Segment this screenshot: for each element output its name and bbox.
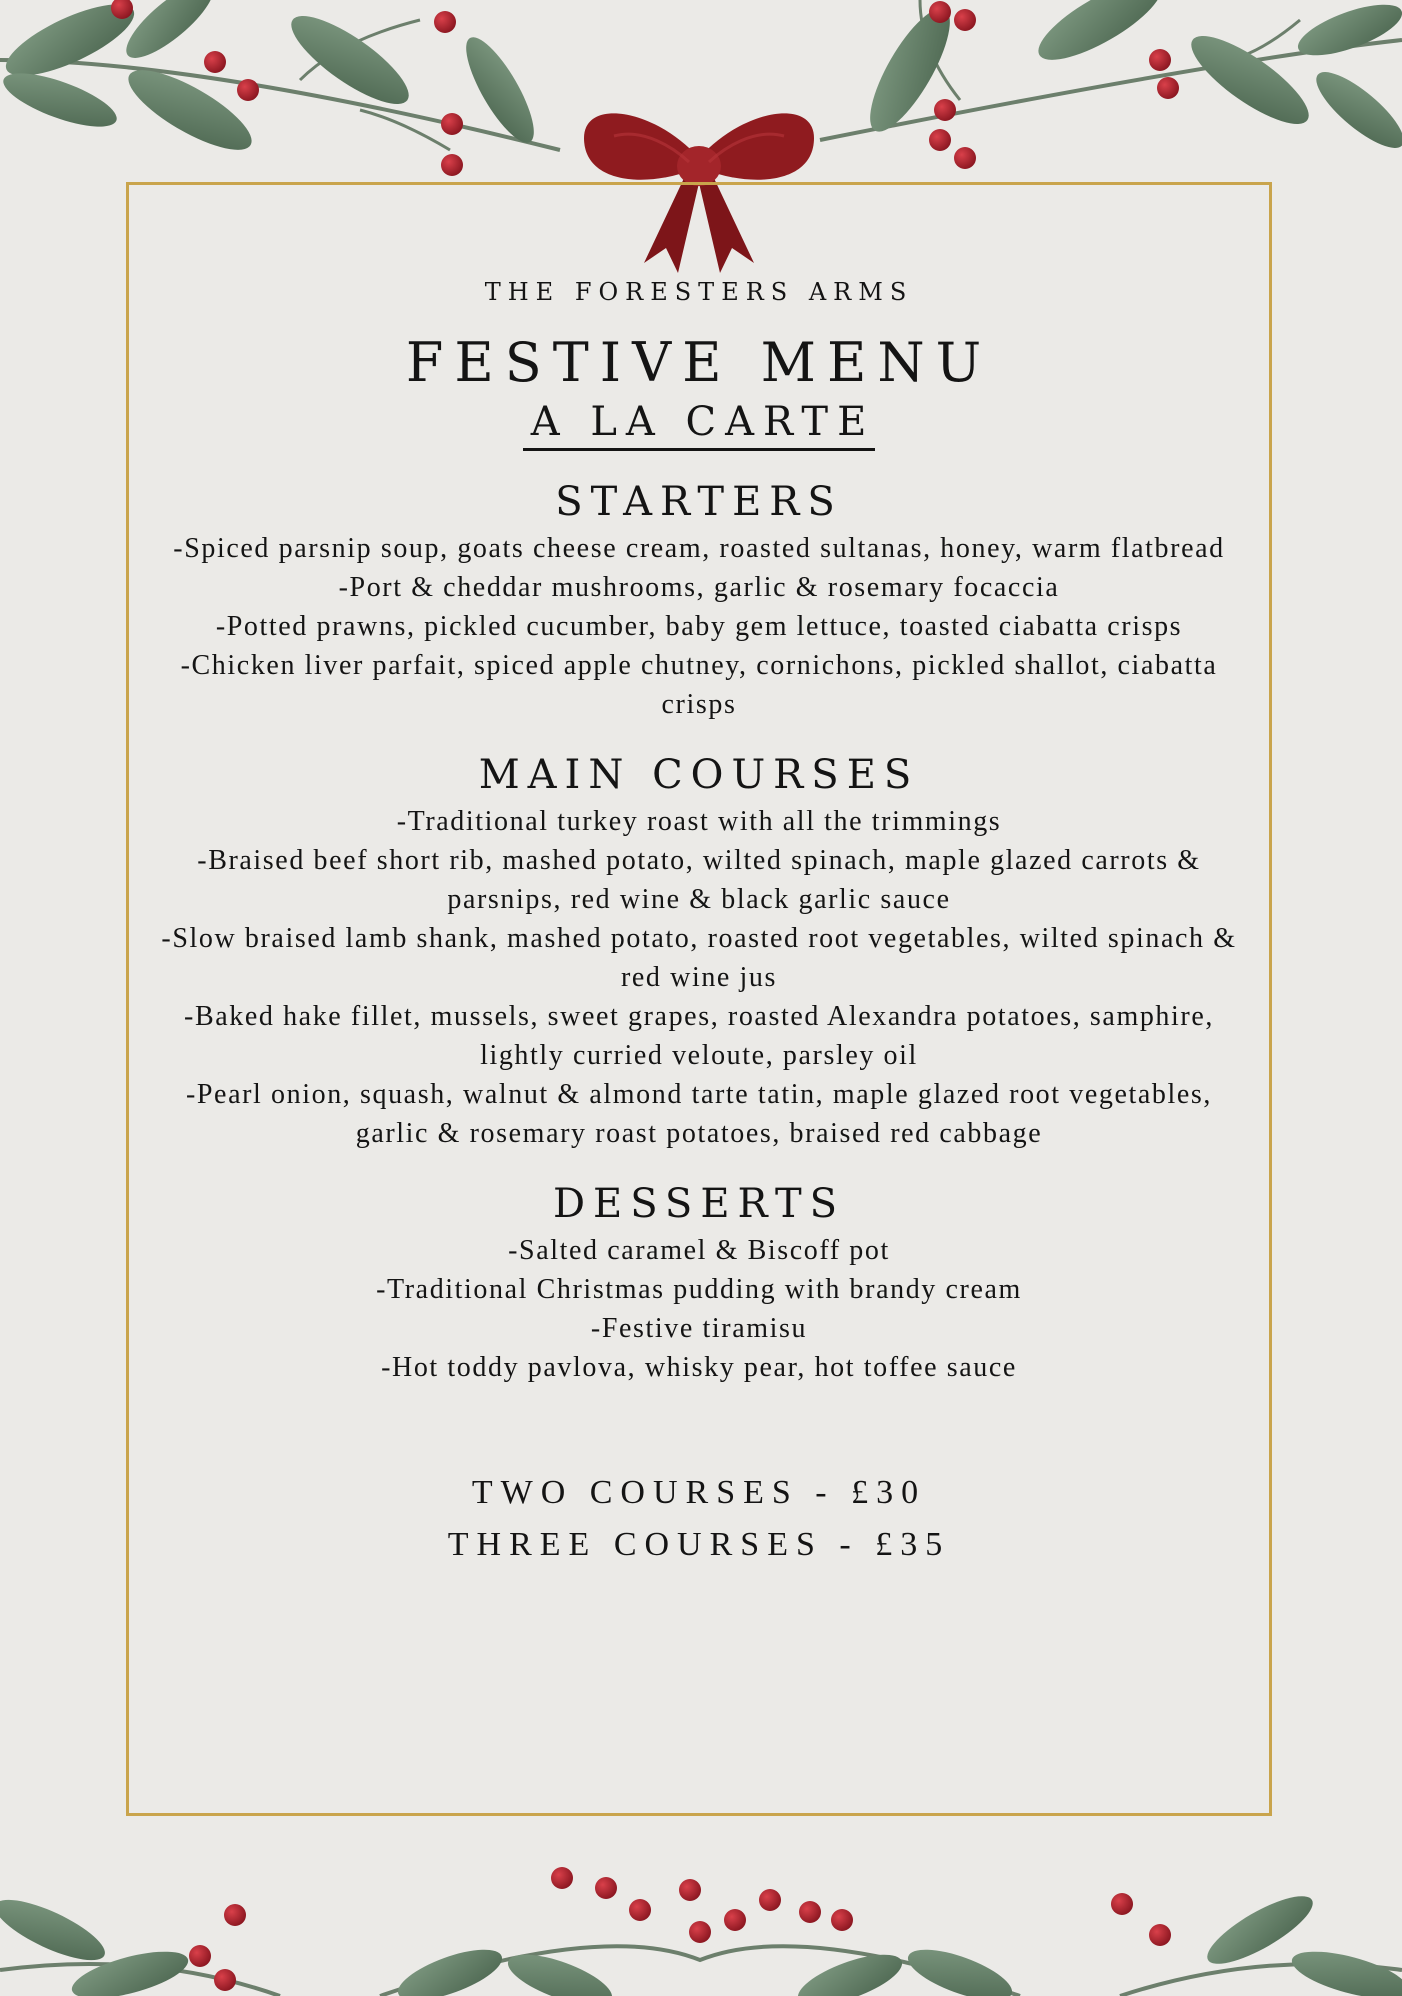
section-title: STARTERS (555, 479, 843, 526)
holly-branch-icon (0, 0, 600, 200)
menu-content (126, 278, 1272, 1571)
list-item: -Traditional Christmas pudding with brandy cream (376, 1274, 1022, 1306)
list-item: -Potted prawns, pickled cucumber, baby gem lettuce, toasted ciabatta crisps (215, 611, 1183, 643)
section-title: DESSERTS (552, 1181, 846, 1228)
price-three-courses: THREE COURSES - £35 (447, 1526, 951, 1564)
menu-subtitle: A LA CARTE (523, 398, 876, 451)
item-list (126, 1231, 1272, 1387)
list-item: -Pearl onion, squash, walnut & almond tarte tatin, maple glazed root vegetables, garlic & rosemary roast potatoes, braised red cabbage (185, 1079, 1213, 1150)
pricing (126, 1467, 1272, 1571)
section-main-courses (126, 750, 1272, 1153)
list-item: -Festive tiramisu (590, 1313, 808, 1345)
price-two-courses: TWO COURSES - £30 (471, 1474, 927, 1512)
holly-branch-icon (0, 1860, 1402, 1996)
list-item: -Slow braised lamb shank, mashed potato, roasted root vegetables, wilted spinach & red wine jus (161, 923, 1237, 994)
item-list (126, 529, 1272, 724)
list-item: -Spiced parsnip soup, goats cheese cream, roasted sultanas, honey, warm flatbread (173, 533, 1225, 565)
list-item: -Traditional turkey roast with all the trimmings (396, 806, 1002, 838)
list-item: -Baked hake fillet, mussels, sweet grapes, roasted Alexandra potatoes, samphire, lightly curried veloute, parsley oil (184, 1001, 1214, 1072)
list-item: -Chicken liver parfait, spiced apple chutney, cornichons, pickled shallot, ciabatta crisps (180, 650, 1218, 721)
list-item: -Salted caramel & Biscoff pot (508, 1235, 890, 1267)
list-item: -Hot toddy pavlova, whisky pear, hot toffee sauce (381, 1352, 1017, 1384)
list-item: -Braised beef short rib, mashed potato, wilted spinach, maple glazed carrots & parsnips, red wine & black garlic sauce (197, 845, 1201, 916)
list-item: -Port & cheddar mushrooms, garlic & rosemary focaccia (338, 572, 1060, 604)
menu-title: FESTIVE MENU (405, 331, 993, 394)
holly-branch-icon (800, 0, 1402, 200)
venue-name: THE FORESTERS ARMS (484, 278, 914, 306)
section-desserts (126, 1179, 1272, 1387)
section-starters (126, 477, 1272, 724)
section-title: MAIN COURSES (478, 752, 920, 799)
item-list (126, 802, 1272, 1153)
